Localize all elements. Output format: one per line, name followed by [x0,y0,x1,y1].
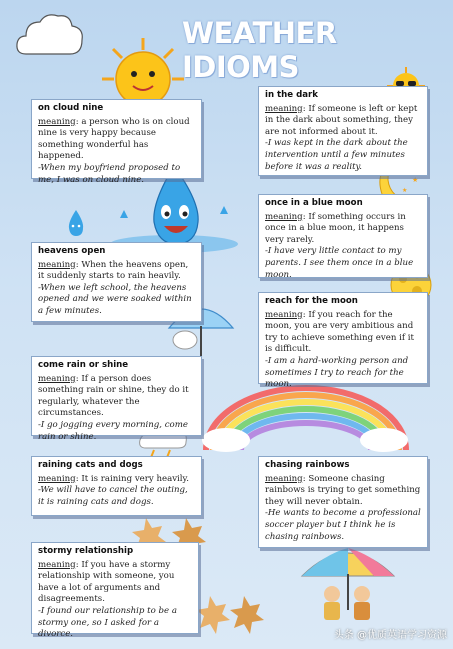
idiom-meaning [38,560,193,606]
autumn-leaves-icon-2 [196,592,266,636]
idiom-meaning [265,212,422,247]
idiom-example: -I go jogging every morning, come rain or shine. [38,419,188,442]
idiom-card-raining-cats-and-dogs [31,456,202,516]
meaning-label: meaning [38,259,76,270]
idiom-meaning [265,310,422,356]
idiom-example: -I am a hard-working person and sometimes I try to reach for the moon. [265,355,409,390]
idiom-example: -I found our relationship to be a stormy one, so I asked for a divorce. [38,605,177,640]
meaning-label: meaning [265,103,303,114]
meaning-label: meaning [38,473,76,484]
idiom-meaning [265,474,422,509]
cloud-icon [14,10,86,58]
meaning-label: meaning [38,116,76,127]
idiom-card-in-the-dark [258,86,428,176]
idiom-meaning [38,117,196,163]
svg-text:★: ★ [402,187,408,194]
idiom-card-once-in-a-blue-moon [258,194,428,278]
idiom-meaning [38,260,196,283]
meaning-text: : a person who is on cloud nine is very happy because something wonderful has happened. [38,116,190,162]
idiom-card-stormy-relationship [31,542,199,640]
idiom-card-reach-for-the-moon [258,292,428,390]
meaning-text: : It is raining very heavily. [75,473,189,484]
idiom-meaning [38,374,196,420]
idiom-name: stormy relationship [38,546,134,556]
umbrella-kids-icon [298,540,398,624]
idiom-meaning [265,104,422,139]
svg-text:★: ★ [412,176,419,184]
idiom-name: in the dark [265,90,319,100]
idiom-example: -I have very little contact to my parents. I see them once in a blue moon. [265,246,414,280]
meaning-text: : If you have a stormy relationship with someone, you have a lot of arguments and disagreements. [38,559,175,605]
meaning-text: : When the heavens open, it suddenly starts to rain heavily. [38,259,189,282]
idiom-card-come-rain-or-shine [31,356,202,442]
meaning-label: meaning [265,211,303,222]
meaning-text: : If someone is left or kept in the dark about something, they are not informed about it. [265,103,418,137]
idiom-name: once in a blue moon [265,198,363,208]
meaning-label: meaning [265,473,303,484]
meaning-label: meaning [265,309,303,320]
idiom-name: heavens open [38,246,106,256]
idiom-example: -We will have to cancel the outing, it is raining cats and dogs. [38,485,188,507]
meaning-text: : If a person does something rain or shine, they do it regularly, whatever the circumstances. [38,373,189,419]
meaning-text: : Someone chasing rainbows is trying to get something they will never obtain. [265,473,421,507]
idiom-meaning [38,474,196,486]
idiom-name: on cloud nine [38,103,104,113]
idiom-example: -I was kept in the dark about the intervention until a few minutes before it was a reality. [265,138,408,172]
meaning-text: : If you reach for the moon, you are very ambitious and try to achieve something even if it is difficult. [265,309,414,355]
idiom-name: raining cats and dogs [38,460,143,470]
meaning-text: : If something occurs in once in a blue moon, it happens very rarely. [265,211,406,245]
page-title: WEATHER IDIOMS [182,16,337,84]
meaning-label: meaning [38,559,76,570]
idiom-name: chasing rainbows [265,460,350,470]
idiom-card-heavens-open [31,242,202,322]
idiom-example: -When my boyfriend proposed to me, I was on cloud nine. [38,162,181,185]
idiom-card-on-cloud-nine [31,99,202,185]
raindrop-small-icon [62,208,90,240]
watermark: 头条 @优质英语学习资源 [333,630,447,641]
meaning-label: meaning [38,373,76,384]
idiom-card-chasing-rainbows [258,456,428,548]
idiom-name: come rain or shine [38,360,129,370]
idiom-name: reach for the moon [265,296,358,306]
idiom-example: -He wants to become a professional soccer player but I think he is chasing rainbows. [265,508,421,542]
idiom-example: -When we left school, the heavens opened and we were soaked within a few minutes. [38,282,192,316]
